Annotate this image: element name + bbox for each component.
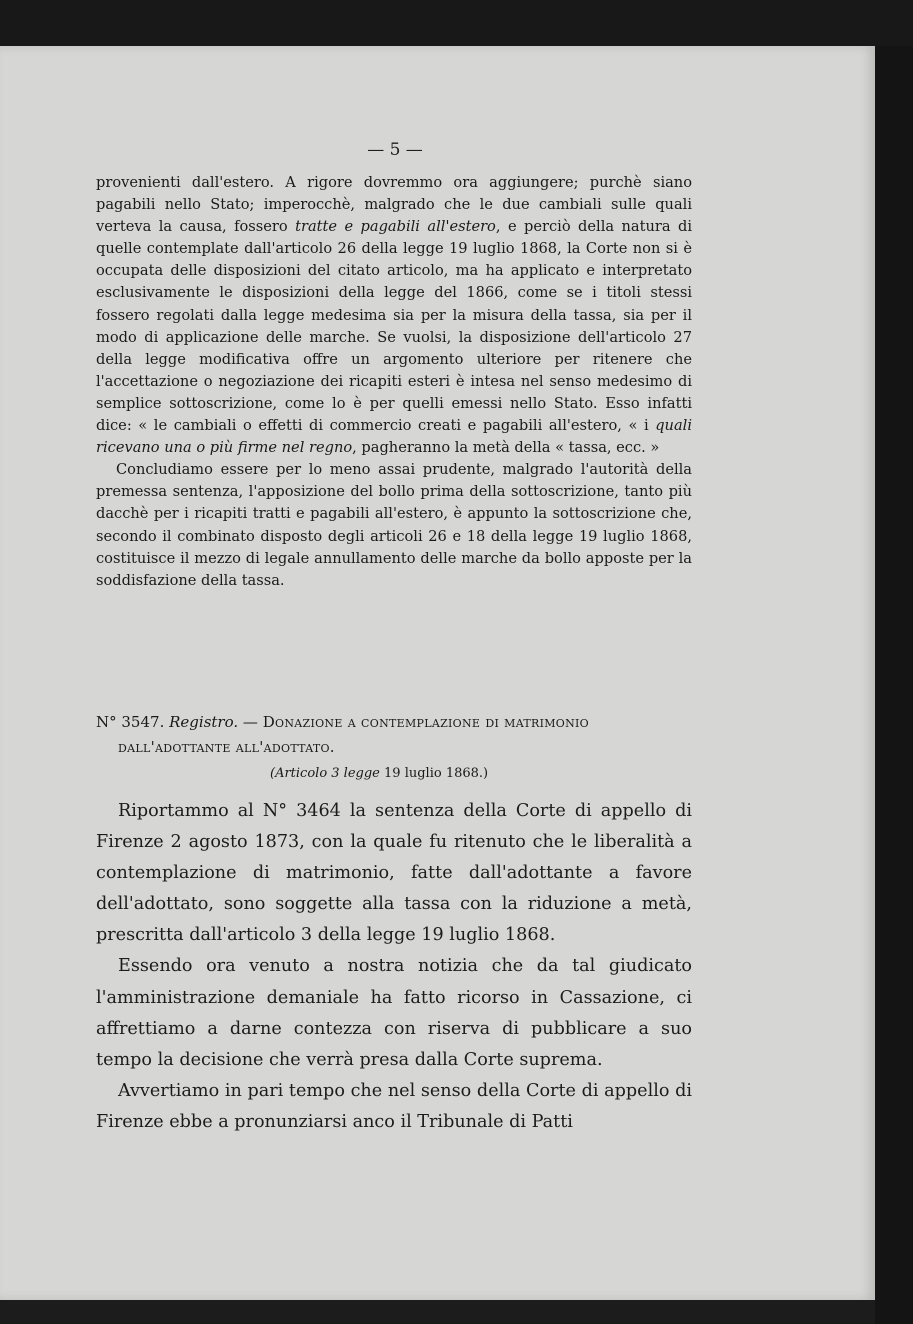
- scan-background-top: [0, 0, 913, 50]
- entry-heading: [96, 710, 692, 760]
- text-run: Concludiamo essere per lo meno assai prudente, malgrado l'autorità della premessa sentenza, l'apposizione del bollo prima della sottoscrizione, tanto più dacchè per i ricapiti tratti e pagabili all'estero, è appunto la sottoscrizione che, secondo il combinato disposto degli articoli 26 e 18 della legge 19 luglio 1868, costituisce il mezzo di legale annullamento delle marche da bollo apposte per la soddisfazione della tassa.: [96, 461, 692, 589]
- italic-phrase: tratte e pagabili all'estero: [295, 218, 496, 236]
- text-run: provenienti dall'estero. A rigore dovremmo ora aggiungere; purchè siano pagabili nello Stato; imperocchè, malgrado che le due cambiali sulle quali verteva la causa, fossero: [96, 174, 692, 236]
- entry-citation: [270, 766, 570, 781]
- body-paragraph: Essendo ora venuto a nostra notizia che da tal giudicato l'amministrazione demaniale ha fatto ricorso in Cassazione, ci affrettiamo a darne contezza con riserva di pubblicare a suo tempo la decisione che verrà presa dalla Corte suprema.: [96, 956, 692, 1070]
- scan-background-edge: [875, 46, 913, 1324]
- page-number: — 5 —: [367, 140, 423, 160]
- entry-category: Registro.: [169, 713, 239, 731]
- continued-text-block: [96, 172, 692, 592]
- text-run: , pagheranno la metà della « tassa, ecc. »: [352, 439, 660, 457]
- citation-rest: 19 luglio 1868.): [384, 766, 489, 781]
- italic-phrase: quali ricevano una o più firme nel regno: [96, 417, 692, 457]
- entry-dash: —: [242, 713, 258, 731]
- entry-title-line2: dall'adottante all'adottato.: [118, 738, 335, 756]
- entry-title-line1: Donazione a contemplazione di matrimonio: [262, 713, 589, 731]
- text-run: , e perciò della natura di quelle contemplate dall'articolo 26 della legge 19 luglio 1868, la Corte non si è occupata delle disposizioni del citato articolo, ma ha applicato e interpretato esclusivamente le disposizioni della legge del 1866, come se i titoli stessi fossero regolati dalla legge medesima sia per la misura della tassa, sia per il modo di applicazione delle marche. Se vuolsi, la disposizione dell'articolo 27 della legge modificativa offre un argomento ulteriore per ritenere che l'accettazione o negoziazione dei ricapiti esteri è intesa nel senso medesimo di semplice sottoscrizione, come lo è per quelli emessi nello Stato. Esso infatti dice: « le cambiali o effetti di commercio creati e pagabili all'estero, « i: [96, 218, 692, 435]
- entry-number: N° 3547.: [96, 713, 165, 731]
- small-paragraph: [96, 459, 692, 592]
- entry-body: [96, 796, 692, 1138]
- body-paragraph: Avvertiamo in pari tempo che nel senso della Corte di appello di Firenze ebbe a pronunziarsi anco il Tribunale di Patti: [96, 1080, 692, 1132]
- small-paragraph: [96, 172, 692, 459]
- body-paragraph: Riportammo al N° 3464 la sentenza della Corte di appello di Firenze 2 agosto 1873, con la quale fu ritenuto che le liberalità a contemplazione di matrimonio, fatte dall'adottante a favore dell'adottato, sono soggette alla tassa con la riduzione a metà, prescritta dall'articolo 3 della legge 19 luglio 1868.: [96, 801, 692, 946]
- citation-italic: (Articolo 3 legge: [270, 766, 380, 781]
